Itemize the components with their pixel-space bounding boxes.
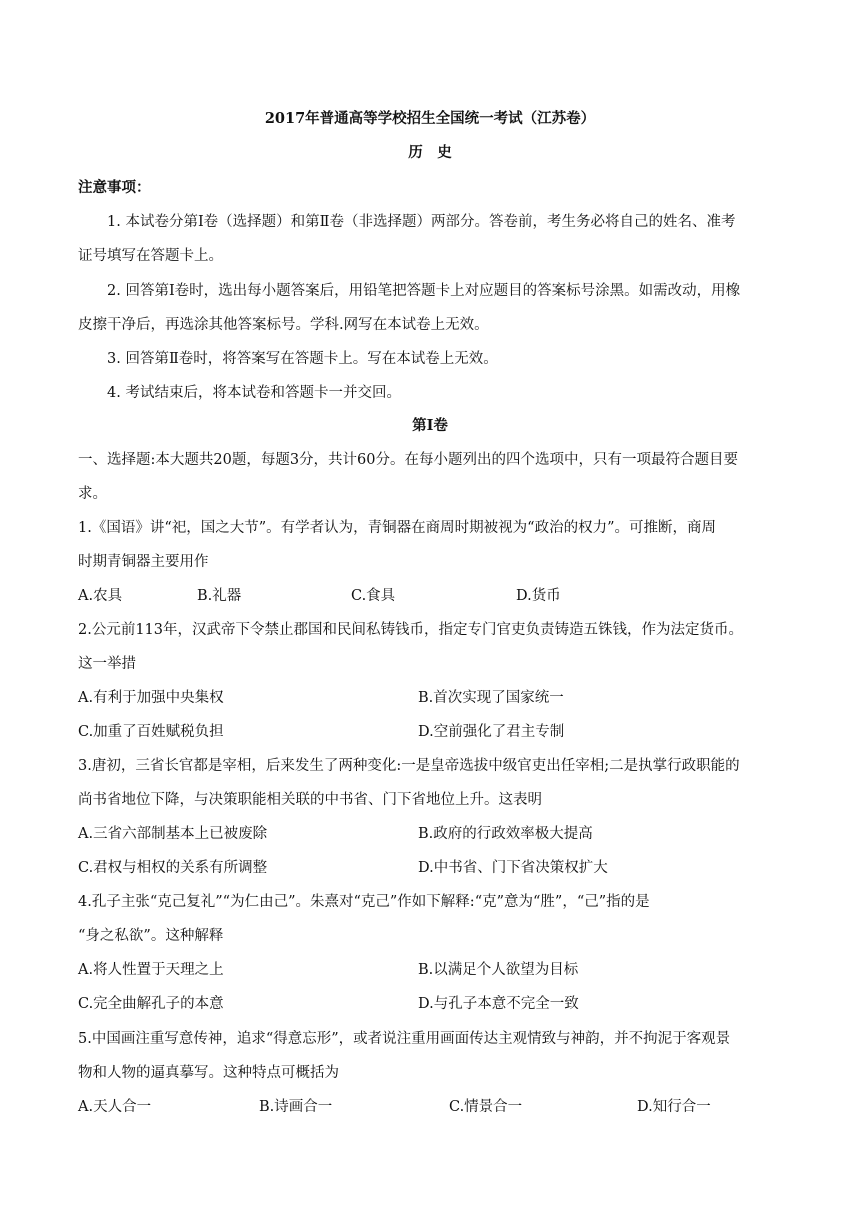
question-2-option-d: D.空前强化了君主专制: [418, 724, 565, 740]
question-4-option-d: D.与孔子本意不完全一致: [418, 996, 579, 1012]
exam-title: 2017年普通高等学校招生全国统一考试（江苏卷）: [264, 110, 596, 127]
notice-heading: 注意事项：: [78, 179, 151, 196]
question-3-stem-cont: 尚书省地位下降，与决策职能相关联的中书省、门下省地位上升。这表明: [78, 792, 542, 808]
question-5-option-a: A.天人合一: [78, 1099, 152, 1115]
question-2-stem-cont: 这一举措: [78, 656, 136, 672]
question-5-stem-cont: 物和人物的逼真摹写。这种特点可概括为: [78, 1065, 339, 1081]
section-title: 第Ⅰ卷: [412, 417, 448, 434]
section-instructions: 一、选择题:本大题共20题，每题3分，共计60分。在每小题列出的四个选项中，只有一项最符合题目要: [78, 452, 739, 468]
notice-item-1: 1. 本试卷分第Ⅰ卷（选择题）和第Ⅱ卷（非选择题）两部分。答卷前，考生务必将自己的姓名、准考: [107, 214, 736, 230]
subject-title: 历 史: [408, 144, 452, 161]
question-2-option-c: C.加重了百姓赋税负担: [78, 724, 224, 740]
question-1-option-d: D.货币: [516, 588, 561, 604]
question-4-option-b: B.以满足个人欲望为目标: [418, 962, 579, 978]
question-2-option-a: A.有利于加强中央集权: [78, 690, 224, 706]
question-3-option-c: C.君权与相权的关系有所调整: [78, 860, 268, 876]
question-1-stem-cont: 时期青铜器主要用作: [78, 554, 209, 570]
question-2-stem: 2.公元前113年，汉武帝下令禁止郡国和民间私铸钱币，指定专门官吏负责铸造五铢钱，作为法定货币。: [78, 622, 744, 638]
notice-item-1-cont: 证号填写在答题卡上。: [78, 248, 223, 264]
question-5-option-d: D.知行合一: [637, 1099, 711, 1115]
question-1-option-b: B.礼器: [197, 588, 242, 604]
notice-item-3: 3. 回答第Ⅱ卷时，将答案写在答题卡上。写在本试卷上无效。: [107, 351, 498, 367]
question-5-option-c: C.情景合一: [449, 1099, 523, 1115]
section-instructions-cont: 求。: [78, 486, 107, 502]
question-4-stem: 4.孔子主张“克己复礼”“为仁由己”。朱熹对“克己”作如下解释:“克”意为“胜”，“己”指的是: [78, 894, 650, 910]
question-4-option-a: A.将人性置于天理之上: [78, 962, 224, 978]
question-3-option-a: A.三省六部制基本上已被废除: [78, 826, 268, 842]
question-1-option-a: A.农具: [78, 588, 123, 604]
question-3-option-b: B.政府的行政效率极大提高: [418, 826, 593, 842]
notice-item-2: 2. 回答第Ⅰ卷时，选出每小题答案后，用铅笔把答题卡上对应题目的答案标号涂黑。如需改动，用橡: [107, 283, 741, 299]
question-2-option-b: B.首次实现了国家统一: [418, 690, 564, 706]
notice-item-4: 4. 考试结束后，将本试卷和答题卡一并交回。: [107, 385, 401, 401]
question-3-option-d: D.中书省、门下省决策权扩大: [418, 860, 608, 876]
question-4-stem-cont: “身之私欲”。这种解释: [78, 928, 224, 944]
notice-item-2-cont: 皮擦干净后，再选涂其他答案标号。学科.网写在本试卷上无效。: [78, 317, 489, 333]
question-1-option-c: C.食具: [351, 588, 396, 604]
question-5-stem: 5.中国画注重写意传神，追求“得意忘形”，或者说注重用画面传达主观情致与神韵，并不拘泥于客观景: [78, 1031, 731, 1047]
question-1-stem: 1.《国语》讲“祀，国之大节”。有学者认为，青铜器在商周时期被视为“政治的权力”。可推断，商周: [78, 520, 716, 536]
question-3-stem: 3.唐初，三省长官都是宰相，后来发生了两种变化:一是皇帝选拔中级官吏出任宰相;二是执掌行政职能的: [78, 758, 740, 774]
question-5-option-b: B.诗画合一: [259, 1099, 333, 1115]
question-4-option-c: C.完全曲解孔子的本意: [78, 996, 224, 1012]
